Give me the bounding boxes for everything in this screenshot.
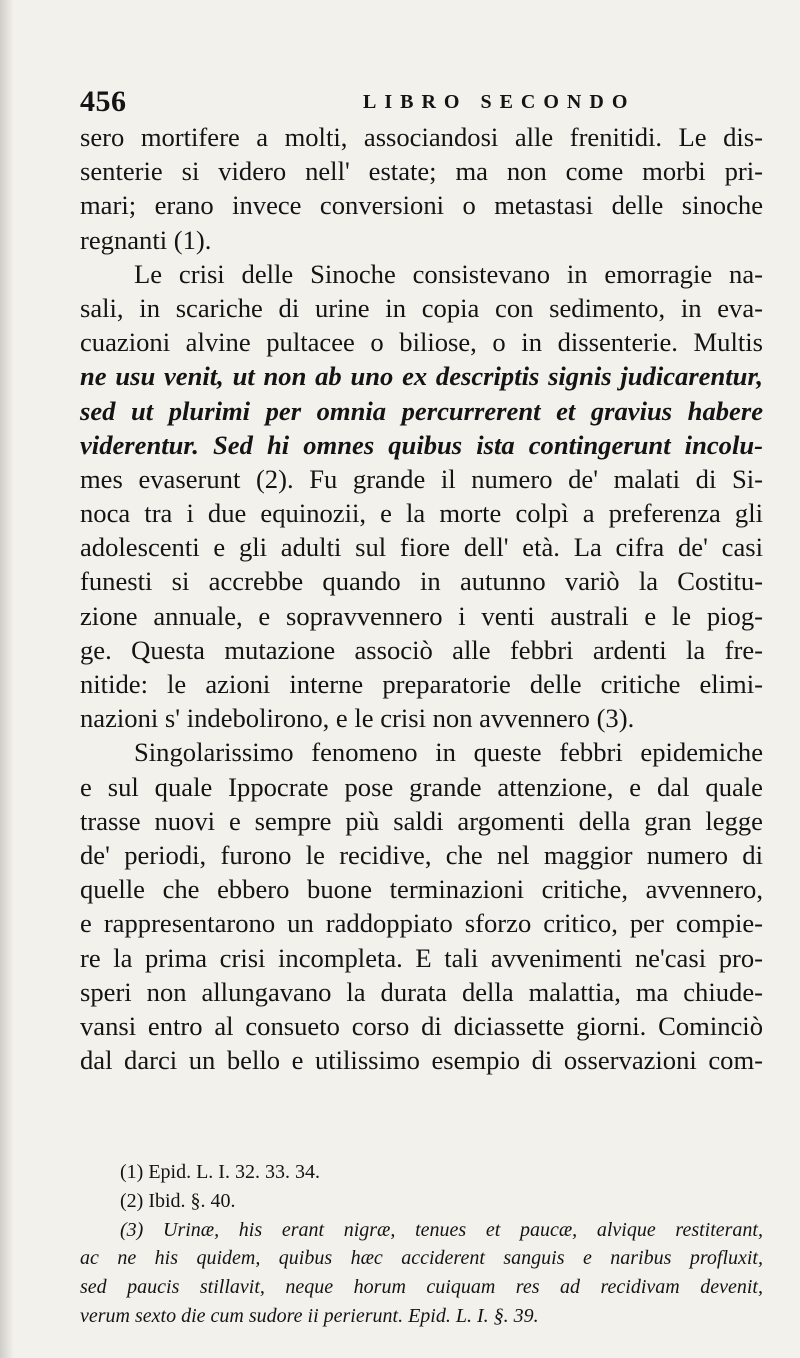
page-header — [80, 85, 770, 125]
text-line: noca tra i due equinozii, e la morte colpì a preferenza gli — [80, 498, 763, 529]
text-line: e sul quale Ippocrate pose grande attenzione, e dal quale — [80, 771, 763, 802]
text-line: nitide: le azioni interne preparatorie delle critiche elimi- — [80, 669, 763, 699]
text-line: re la prima crisi incompleta. E tali avvenimenti ne'casi pro- — [80, 942, 763, 973]
footnote-1: (1) Epid. L. I. 32. 33. 34. — [120, 1161, 320, 1183]
footnote-3: (3) Urinæ, his erant nigræ, tenues et paucæ, alvique restiterant, — [120, 1218, 763, 1241]
text-line: sero mortifere a molti, associandosi alle frenitidi. Le dis- — [80, 122, 763, 152]
text-line: zione annuale, e sopravvennero i venti australi e le piog- — [80, 600, 763, 631]
footnotes — [80, 1158, 763, 1331]
text-line: speri non allungavano la durata della malattia, ma chiude- — [80, 976, 763, 1007]
footnote-3-continued: ac ne his quidem, quibus hæc acciderent sanguis e naribus profluxit, — [80, 1247, 763, 1270]
text-line: sed ut plurimi per omnia percurrerent et gravius habere — [80, 395, 763, 426]
text-line: funesti si accrebbe quando in autunno variò la Costitu- — [80, 566, 763, 597]
text-line: sali, in scariche di urine in copia con sedimento, in eva- — [80, 292, 763, 323]
footnote-3-continued: verum sexto die cum sudore ii perierunt. Epid. L. I. §. 39. — [80, 1304, 539, 1327]
text-line: ne usu venit, ut non ab uno ex descriptis signis judicarentur, — [80, 361, 763, 392]
text-line: regnanti (1). — [80, 224, 212, 255]
body-text — [80, 120, 763, 1077]
footnote-2: (2) Ibid. §. 40. — [120, 1189, 236, 1212]
page-number: 456 — [80, 85, 127, 118]
text-line: ge. Questa mutazione associò alle febbri ardenti la fre- — [80, 634, 763, 665]
text-line: trasse nuovi e sempre più saldi argomenti della gran legge — [80, 805, 763, 836]
text-line: Le crisi delle Sinoche consistevano in emorragie na- — [134, 258, 763, 289]
text-line: senterie si videro nell' estate; ma non come morbi pri- — [80, 156, 763, 187]
text-line: viderentur. Sed hi omnes quibus ista contingerunt incolu- — [80, 429, 763, 460]
text-line: cuazioni alvine pultacee o biliose, o in dissenterie. Multis — [80, 327, 763, 358]
text-line: e rappresentarono un raddoppiato sforzo critico, per compie- — [80, 908, 763, 939]
text-line: nazioni s' indebolirono, e le crisi non avvennero (3). — [80, 703, 635, 734]
footnote-3-continued: sed paucis stillavit, neque horum cuiquam res ad recidivam devenit, — [80, 1276, 763, 1299]
text-line: de' periodi, furono le recidive, che nel maggior numero di — [80, 839, 763, 870]
text-line: quelle che ebbero buone terminazioni critiche, avvennero, — [80, 874, 763, 905]
text-line: dal darci un bello e utilissimo esempio di osservazioni com- — [80, 1045, 763, 1076]
text-line: Singolarissimo fenomeno in queste febbri epidemiche — [134, 737, 763, 768]
text-line: mari; erano invece conversioni o metastasi delle sinoche — [80, 190, 763, 221]
text-line: vansi entro al consueto corso di diciassette giorni. Cominciò — [80, 1010, 763, 1041]
running-head: LIBRO SECONDO — [363, 91, 636, 113]
text-line: mes evaserunt (2). Fu grande il numero de' malati di Si- — [80, 463, 763, 494]
text-line: adolescenti e gli adulti sul fiore dell' età. La cifra de' casi — [80, 532, 763, 563]
